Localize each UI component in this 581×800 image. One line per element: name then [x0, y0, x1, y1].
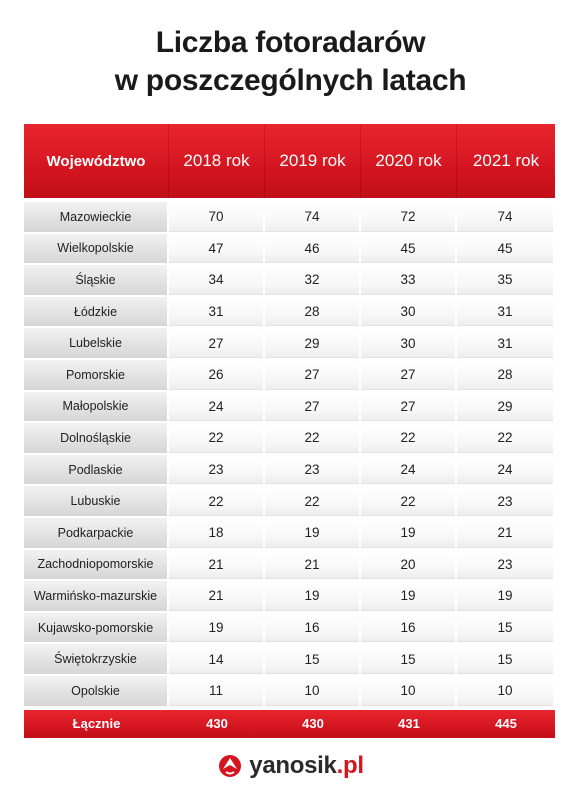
value-cell: 46 [265, 234, 361, 264]
value-cell: 19 [265, 518, 361, 548]
value-cell: 33 [361, 265, 457, 295]
table-row [24, 328, 555, 360]
province-name: Łódzkie [24, 297, 169, 327]
table-header [24, 124, 555, 198]
value-cell: 21 [457, 518, 555, 548]
value-cell: 74 [457, 202, 555, 232]
value-cell: 15 [361, 644, 457, 674]
value-cell: 22 [265, 423, 361, 453]
total-label: Łącznie [72, 716, 121, 731]
value-cell: 24 [169, 392, 265, 422]
value-cell: 19 [361, 518, 457, 548]
value-cell: 18 [169, 518, 265, 548]
table-row [24, 550, 555, 582]
value-cell: 19 [265, 581, 361, 611]
value-cell: 27 [361, 392, 457, 422]
province-name: Kujawsko-pomorskie [24, 613, 169, 643]
page-title [0, 24, 581, 100]
table-row [24, 392, 555, 424]
value-cell: 34 [169, 265, 265, 295]
province-name: Dolnośląskie [24, 423, 169, 453]
value-cell: 15 [457, 644, 555, 674]
total-2021: 445 [495, 716, 517, 731]
value-cell: 10 [457, 676, 555, 706]
value-cell: 23 [169, 455, 265, 485]
value-cell: 22 [169, 423, 265, 453]
value-cell: 19 [169, 613, 265, 643]
brand-logo [0, 752, 581, 780]
province-name: Podkarpackie [24, 518, 169, 548]
value-cell: 22 [361, 486, 457, 516]
value-cell: 27 [361, 360, 457, 390]
yanosik-logo-icon [217, 753, 243, 779]
value-cell: 74 [265, 202, 361, 232]
value-cell: 22 [265, 486, 361, 516]
speed-camera-table [24, 124, 555, 738]
header-2018: 2018 rok [169, 124, 265, 198]
province-name: Opolskie [24, 676, 169, 706]
total-2020: 431 [398, 716, 420, 731]
province-name: Małopolskie [24, 392, 169, 422]
value-cell: 23 [457, 486, 555, 516]
table-row [24, 202, 555, 234]
table-row [24, 297, 555, 329]
province-name: Zachodniopomorskie [24, 550, 169, 580]
value-cell: 19 [361, 581, 457, 611]
value-cell: 20 [361, 550, 457, 580]
province-name: Wielkopolskie [24, 234, 169, 264]
table-row [24, 423, 555, 455]
value-cell: 24 [361, 455, 457, 485]
value-cell: 27 [265, 360, 361, 390]
value-cell: 21 [169, 581, 265, 611]
value-cell: 26 [169, 360, 265, 390]
province-name: Podlaskie [24, 455, 169, 485]
value-cell: 30 [361, 328, 457, 358]
table-row [24, 360, 555, 392]
value-cell: 32 [265, 265, 361, 295]
value-cell: 22 [457, 423, 555, 453]
table-body [24, 198, 555, 708]
province-name: Lubuskie [24, 486, 169, 516]
table-row [24, 234, 555, 266]
value-cell: 23 [265, 455, 361, 485]
header-2021: 2021 rok [472, 151, 540, 170]
value-cell: 19 [457, 581, 555, 611]
province-name: Warmińsko-mazurskie [24, 581, 169, 611]
table-row [24, 455, 555, 487]
value-cell: 22 [169, 486, 265, 516]
title-line-2: w poszczególnych latach [114, 64, 467, 97]
table-row [24, 518, 555, 550]
value-cell: 23 [457, 550, 555, 580]
table-row [24, 676, 555, 708]
value-cell: 21 [169, 550, 265, 580]
table-row [24, 486, 555, 518]
value-cell: 29 [457, 392, 555, 422]
header-2019: 2019 rok [265, 124, 361, 198]
value-cell: 10 [361, 676, 457, 706]
value-cell: 31 [457, 297, 555, 327]
province-name: Lubelskie [24, 328, 169, 358]
header-2020: 2020 rok [361, 124, 457, 198]
value-cell: 31 [457, 328, 555, 358]
value-cell: 45 [457, 234, 555, 264]
province-name: Mazowieckie [24, 202, 169, 232]
value-cell: 15 [457, 613, 555, 643]
value-cell: 29 [265, 328, 361, 358]
value-cell: 16 [265, 613, 361, 643]
value-cell: 47 [169, 234, 265, 264]
value-cell: 31 [169, 297, 265, 327]
value-cell: 70 [169, 202, 265, 232]
value-cell: 11 [169, 676, 265, 706]
value-cell: 28 [457, 360, 555, 390]
logo-tld: pl [342, 752, 364, 779]
value-cell: 72 [361, 202, 457, 232]
value-cell: 45 [361, 234, 457, 264]
total-2019: 430 [302, 716, 324, 731]
value-cell: 27 [169, 328, 265, 358]
header-province: Województwo [24, 124, 169, 198]
table-row [24, 581, 555, 613]
logo-text [249, 752, 363, 780]
value-cell: 21 [265, 550, 361, 580]
province-name: Pomorskie [24, 360, 169, 390]
logo-name: yanosik [249, 752, 337, 779]
value-cell: 30 [361, 297, 457, 327]
table-row [24, 644, 555, 676]
table-row [24, 265, 555, 297]
value-cell: 27 [265, 392, 361, 422]
value-cell: 35 [457, 265, 555, 295]
value-cell: 24 [457, 455, 555, 485]
value-cell: 10 [265, 676, 361, 706]
value-cell: 15 [265, 644, 361, 674]
table-total-row [24, 710, 555, 738]
table-row [24, 613, 555, 645]
province-name: Świętokrzyskie [24, 644, 169, 674]
value-cell: 28 [265, 297, 361, 327]
value-cell: 16 [361, 613, 457, 643]
province-name: Śląskie [24, 265, 169, 295]
title-line-1: Liczba fotoradarów [155, 26, 426, 59]
value-cell: 14 [169, 644, 265, 674]
total-2018: 430 [206, 716, 228, 731]
logo-dot: . [336, 752, 343, 779]
value-cell: 22 [361, 423, 457, 453]
